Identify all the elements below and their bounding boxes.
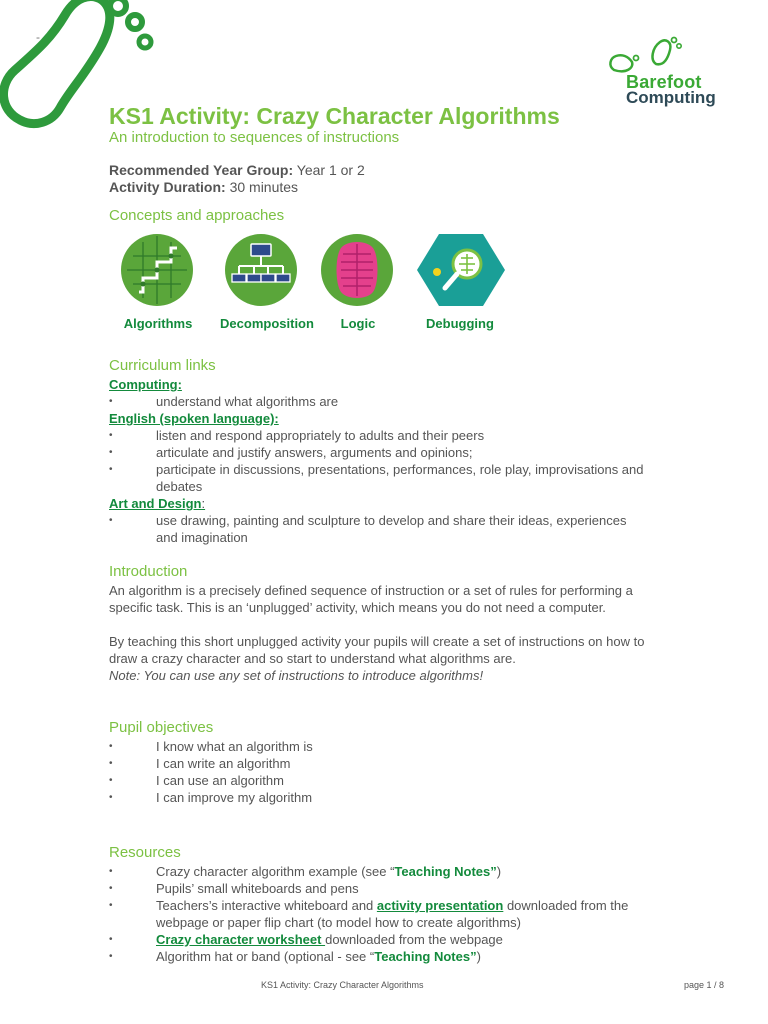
list-item: • I can improve my algorithm [109, 789, 649, 806]
list-item: • Crazy character algorithm example (see “Teaching Notes”) [109, 863, 649, 880]
logo-line-1: Barefoot [626, 72, 702, 92]
concept-label: Logic [340, 316, 376, 331]
activity-presentation-link[interactable]: activity presentation [376, 898, 504, 913]
barefoot-logo [606, 34, 736, 106]
activity-duration: Activity Duration: 30 minutes [109, 179, 299, 195]
page-number: page 1 / 8 [684, 980, 725, 990]
footer-title: KS1 Activity: Crazy Character Algorithms [261, 980, 424, 990]
art-design-link[interactable]: Art and Design [109, 496, 202, 511]
objectives-list [109, 738, 649, 806]
introduction-paragraph-1: An algorithm is a precisely defined sequence of instruction or a set of rules for performing a specific task. This is an ‘unplugged’ activity, which means you do not need a computer. [109, 583, 633, 615]
page-title: KS1 Activity: Crazy Character Algorithms [109, 103, 560, 129]
list-item: • Crazy character worksheet downloaded from the webpage [109, 931, 649, 948]
teaching-notes-ref: Teaching Notes” [394, 864, 497, 879]
concept-label: Algorithms [123, 316, 193, 331]
introduction-paragraph-2: By teaching this short unplugged activity your pupils will create a set of instructions on how to draw a crazy character and so start to understand what algorithms are. [109, 634, 645, 666]
introduction-note: Note: You can use any set of instructions to introduce algorithms! [109, 668, 484, 683]
teaching-notes-ref: Teaching Notes” [374, 949, 477, 964]
concept-label: Debugging [426, 316, 494, 331]
introduction-heading: Introduction [109, 563, 188, 580]
list-item: • I know what an algorithm is [109, 738, 649, 755]
logic-brain-icon [317, 234, 407, 314]
list-item: • understand what algorithms are [109, 393, 649, 410]
resources-heading: Resources [109, 844, 181, 861]
debugging-magnifier-icon [415, 234, 511, 314]
year-group: Recommended Year Group: Year 1 or 2 [109, 162, 365, 178]
logo-line-2: Computing [626, 88, 716, 107]
list-item: • Algorithm hat or band (optional - see “Teaching Notes”) [109, 948, 649, 965]
concept-debugging [409, 234, 519, 342]
list-item: • I can write an algorithm [109, 755, 649, 772]
art-design-heading: Art and Design: [109, 496, 206, 511]
header-dash: - [36, 30, 40, 44]
computing-list [109, 393, 649, 410]
list-item: • listen and respond appropriately to adults and their peers [109, 427, 649, 444]
list-item: • Pupils’ small whiteboards and pens [109, 880, 649, 897]
concepts-row [109, 234, 649, 342]
english-list [109, 427, 649, 495]
concept-algorithms [109, 234, 219, 342]
decomposition-icon [217, 234, 307, 314]
list-item: • Teachers’s interactive whiteboard and activity presentation downloaded from the webpage or paper flip chart (to model how to create algorithms) [109, 897, 649, 931]
page-subtitle: An introduction to sequences of instructions [109, 129, 400, 146]
computing-link[interactable]: Computing: [109, 377, 182, 392]
list-item: • use drawing, painting and sculpture to develop and share their ideas, experiences and imagination [109, 512, 649, 546]
list-item: • participate in discussions, presentations, performances, role play, improvisations and debates [109, 461, 649, 495]
list-item: • I can use an algorithm [109, 772, 649, 789]
curriculum-heading: Curriculum links [109, 357, 216, 374]
art-list [109, 512, 649, 546]
crazy-character-worksheet-link[interactable]: Crazy character worksheet [156, 932, 326, 947]
algorithms-icon [119, 234, 209, 314]
english-link[interactable]: English (spoken language): [109, 411, 279, 426]
concepts-heading: Concepts and approaches [109, 207, 285, 224]
list-item: • articulate and justify answers, arguments and opinions; [109, 444, 649, 461]
document-body [109, 100, 649, 965]
resources-list [109, 863, 649, 965]
objectives-heading: Pupil objectives [109, 719, 214, 736]
concept-label: Decomposition [220, 316, 314, 331]
